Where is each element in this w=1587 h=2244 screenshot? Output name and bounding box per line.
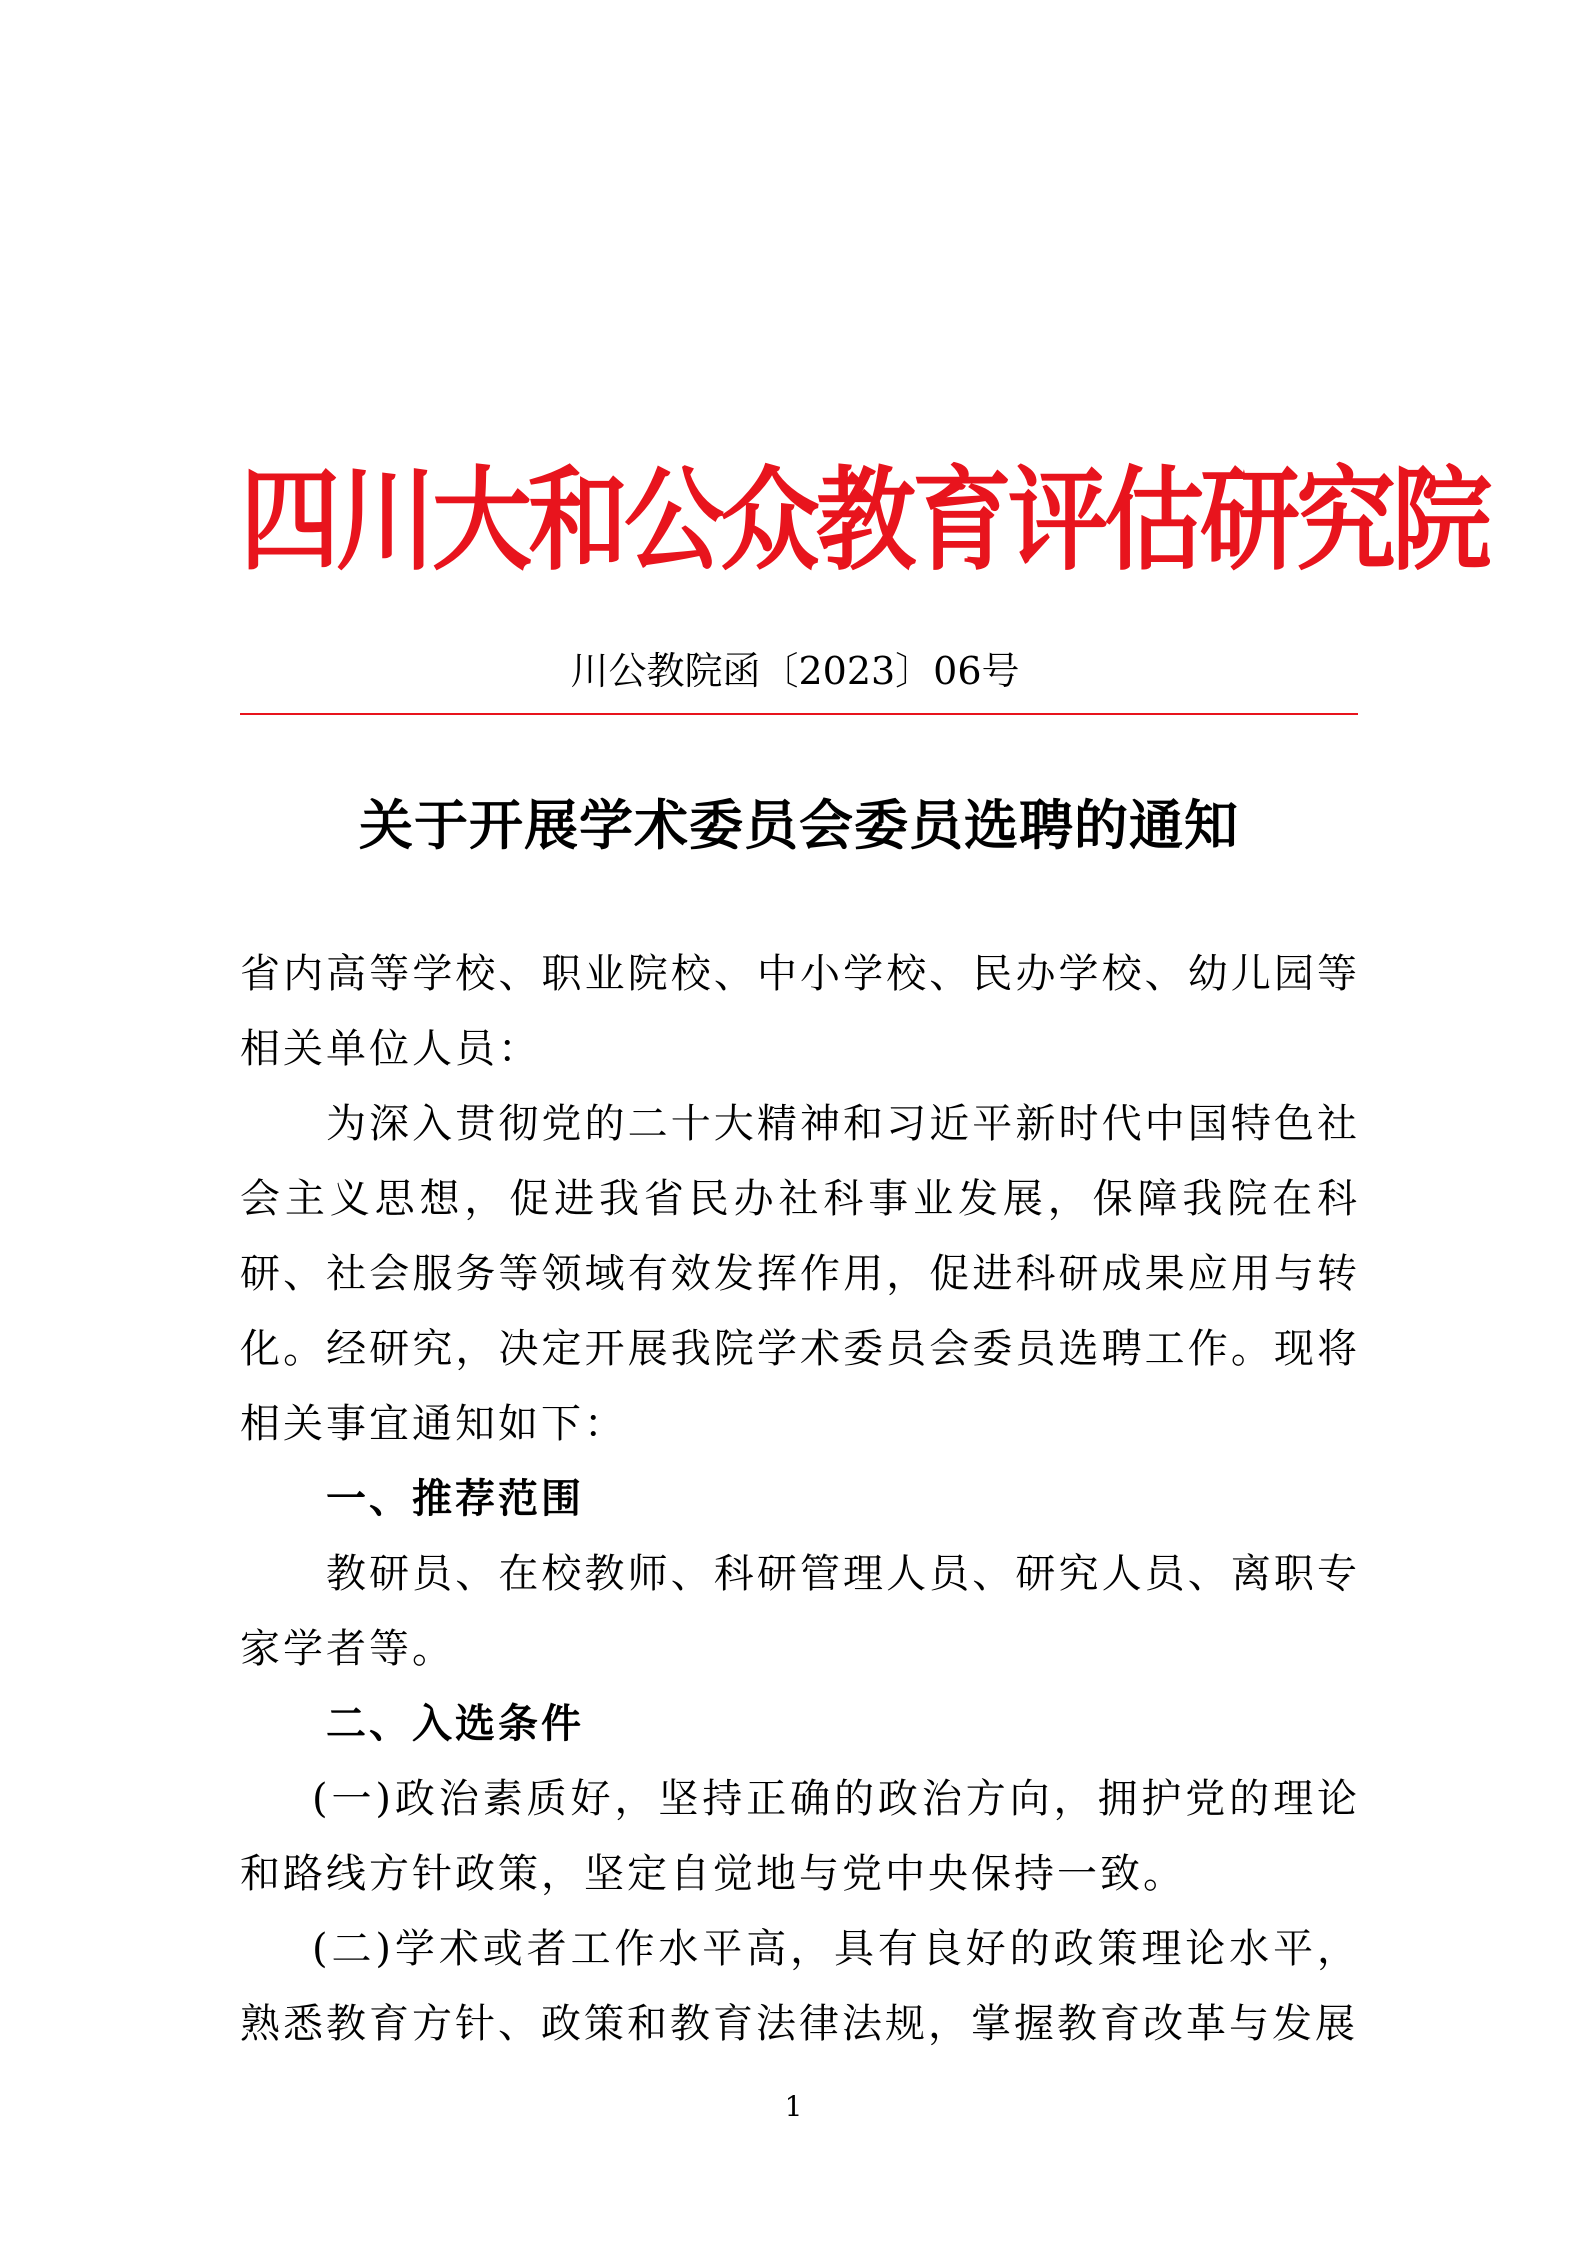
page-number: 1 xyxy=(784,2090,803,2123)
red-divider-line xyxy=(240,713,1358,715)
section-heading-scope: 一、推荐范围 xyxy=(326,1476,584,1522)
section-heading-criteria: 二、入选条件 xyxy=(326,1701,584,1747)
document-number: 川公教院函〔2023〕06号 xyxy=(570,649,1020,693)
document-title: 关于开展学术委员会委员选聘的通知 xyxy=(359,794,1239,857)
intro-paragraph: 为深入贯彻党的二十大精神和习近平新时代中国特色社会主义思想，促进我省民办社科事业发展，保障我院在科研、社会服务等领域有效发挥作用，促进科研成果应用与转化。经研究，决定开展我院学术委员会委员选聘工作。现将相关事宜通知如下： xyxy=(240,1101,1360,1447)
salutation: 省内高等学校、职业院校、中小学校、民办学校、幼儿园等相关单位人员： xyxy=(240,951,1360,1072)
section-scope-text: 教研员、在校教师、科研管理人员、研究人员、离职专家学者等。 xyxy=(240,1551,1360,1672)
document-body xyxy=(240,937,1360,2062)
masthead-org-name: 四川大和公众教育评估研究院 xyxy=(240,454,1488,586)
criteria-item-2: (二)学术或者工作水平高，具有良好的政策理论水平，熟悉教育方针、政策和教育法律法规，掌握教育改革与发展 xyxy=(240,1926,1360,2047)
criteria-item-1: (一)政治素质好，坚持正确的政治方向，拥护党的理论和路线方针政策，坚定自觉地与党中央保持一致。 xyxy=(240,1776,1360,1897)
